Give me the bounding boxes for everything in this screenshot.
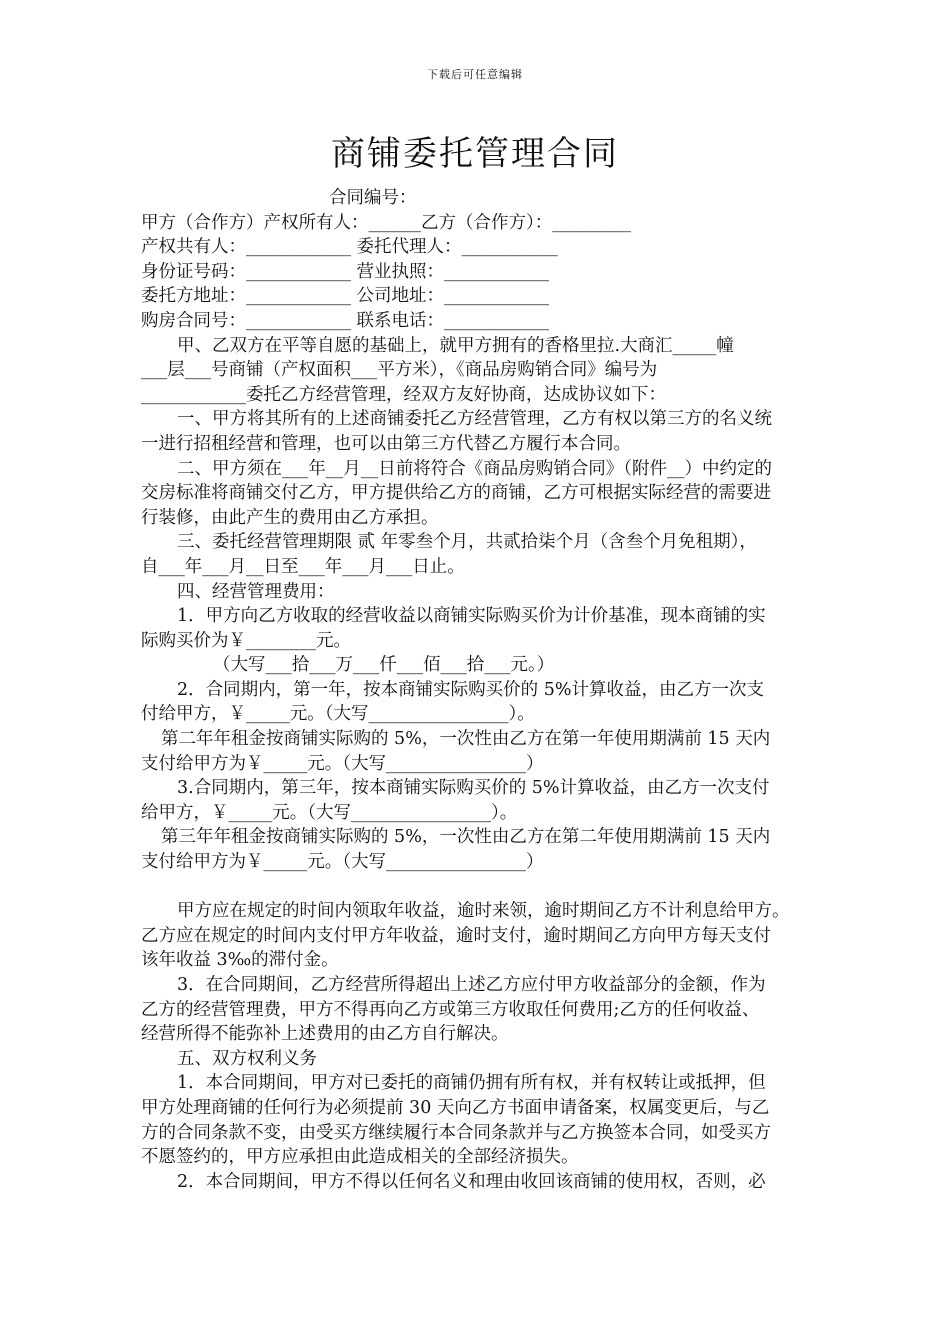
paragraph-line: 自___年___月__日至___年___月___日止。 bbox=[141, 556, 465, 577]
spacer bbox=[141, 875, 836, 900]
paragraph-line: 该年收益 3‰的滞付金。 bbox=[141, 950, 339, 971]
paragraph-line: 第二年年租金按商铺实际购的 5%，一次性由乙方在第一年使用期满前 15 天内 bbox=[161, 729, 771, 750]
paragraph-line: 行装修，由此产生的费用由乙方承担。 bbox=[141, 507, 439, 528]
paragraph-line: 甲方处理商铺的任何行为必须提前 30 天向乙方书面申请备案，权属变更后，与乙 bbox=[141, 1097, 770, 1118]
paragraph-line: 给甲方，￥_____元。（大写________________）。 bbox=[141, 802, 518, 823]
party-line: 产权共有人：____________ 委托代理人：___________ bbox=[141, 237, 558, 258]
paragraph-line: 支付给甲方为￥_____元。（大写________________） bbox=[141, 852, 544, 873]
paragraph-line: 乙方应在规定的时间内支付甲方年收益，逾时支付，逾时期间乙方向甲方每天支付 bbox=[141, 925, 771, 946]
paragraph-line: 二、甲方须在___年__月__日前将符合《商品房购销合同》（附件__）中约定的 bbox=[177, 458, 772, 479]
section-heading: 四、经营管理费用： bbox=[177, 581, 335, 602]
paragraph-line: ___层___号商铺（产权面积___平方米），《商品房购销合同》编号为 bbox=[141, 360, 658, 381]
contract-body bbox=[141, 186, 836, 1194]
paragraph-line: 3.合同期内，第三年，按本商铺实际购买价的 5%计算收益，由乙方一次支付 bbox=[177, 778, 770, 799]
paragraph-line: 三、委托经营管理期限 贰 年零叁个月，共贰拾柒个月（含叁个月免租期）， bbox=[177, 532, 757, 553]
page-title: 商铺委托管理合同 bbox=[331, 134, 619, 174]
paragraph-line: 乙方的经营管理费，甲方不得再向乙方或第三方收取任何费用;乙方的任何收益、 bbox=[141, 999, 760, 1020]
paragraph-line: （大写___拾___万___仟___佰___拾___元。） bbox=[213, 655, 555, 676]
party-line: 委托方地址：____________ 公司地址：____________ bbox=[141, 286, 550, 307]
paragraph-line: 1．本合同期间，甲方对已委托的商铺仍拥有所有权，并有权转让或抵押，但 bbox=[177, 1073, 766, 1094]
paragraph-line: 经营所得不能弥补上述费用的由乙方自行解决。 bbox=[141, 1024, 509, 1045]
party-line: 身份证号码：____________ 营业执照：____________ bbox=[141, 261, 550, 282]
section-heading: 五、双方权利义务 bbox=[177, 1048, 317, 1069]
paragraph-line: 甲、乙双方在平等自愿的基础上，就甲方拥有的香格里拉.大商汇_____幢 bbox=[177, 335, 734, 356]
header-note: 下载后可任意编辑 bbox=[427, 68, 523, 81]
paragraph-line: 甲方应在规定的时间内领取年收益，逾时来领，逾时期间乙方不计利息给甲方。 bbox=[177, 901, 790, 922]
paragraph-line: 2．合同期内，第一年，按本商铺实际购买价的 5%计算收益，由乙方一次支 bbox=[177, 679, 764, 700]
paragraph-line: 支付给甲方为￥_____元。（大写________________） bbox=[141, 753, 544, 774]
party-line: 购房合同号：____________ 联系电话：____________ bbox=[141, 310, 550, 331]
paragraph-line: 不愿签约的，甲方应承担由此造成相关的全部经济损失。 bbox=[141, 1147, 579, 1168]
paragraph-line: ____________委托乙方经营管理，经双方友好协商，达成协议如下： bbox=[141, 384, 666, 405]
paragraph-line: 一进行招租经营和管理，也可以由第三方代替乙方履行本合同。 bbox=[141, 433, 631, 454]
paragraph-line: 交房标准将商铺交付乙方，甲方提供给乙方的商铺，乙方可根据实际经营的需要进 bbox=[141, 483, 771, 504]
paragraph-line: 3．在合同期间，乙方经营所得超出上述乙方应付甲方收益部分的金额，作为 bbox=[177, 975, 766, 995]
paragraph-line: 方的合同条款不变，由受买方继续履行本合同条款并与乙方换签本合同，如受买方 bbox=[141, 1122, 771, 1143]
paragraph-line: 付给甲方，￥_____元。（大写________________）。 bbox=[141, 704, 535, 725]
paragraph-line: 第三年年租金按商铺实际购的 5%，一次性由乙方在第二年使用期满前 15 天内 bbox=[161, 827, 771, 848]
party-line: 甲方（合作方）产权所有人：______乙方（合作方）：_________ bbox=[141, 212, 631, 233]
paragraph-line: 2．本合同期间，甲方不得以任何名义和理由收回该商铺的使用权，否则，必 bbox=[177, 1171, 766, 1192]
paragraph-line: 一、甲方将其所有的上述商铺委托乙方经营管理，乙方有权以第三方的名义统 bbox=[177, 409, 772, 430]
paragraph-line: 1．甲方向乙方收取的经营收益以商铺实际购买价为计价基准，现本商铺的实 bbox=[177, 606, 766, 627]
contract-number-line: 合同编号： bbox=[329, 188, 417, 208]
paragraph-line: 际购买价为￥________元。 bbox=[141, 630, 351, 651]
